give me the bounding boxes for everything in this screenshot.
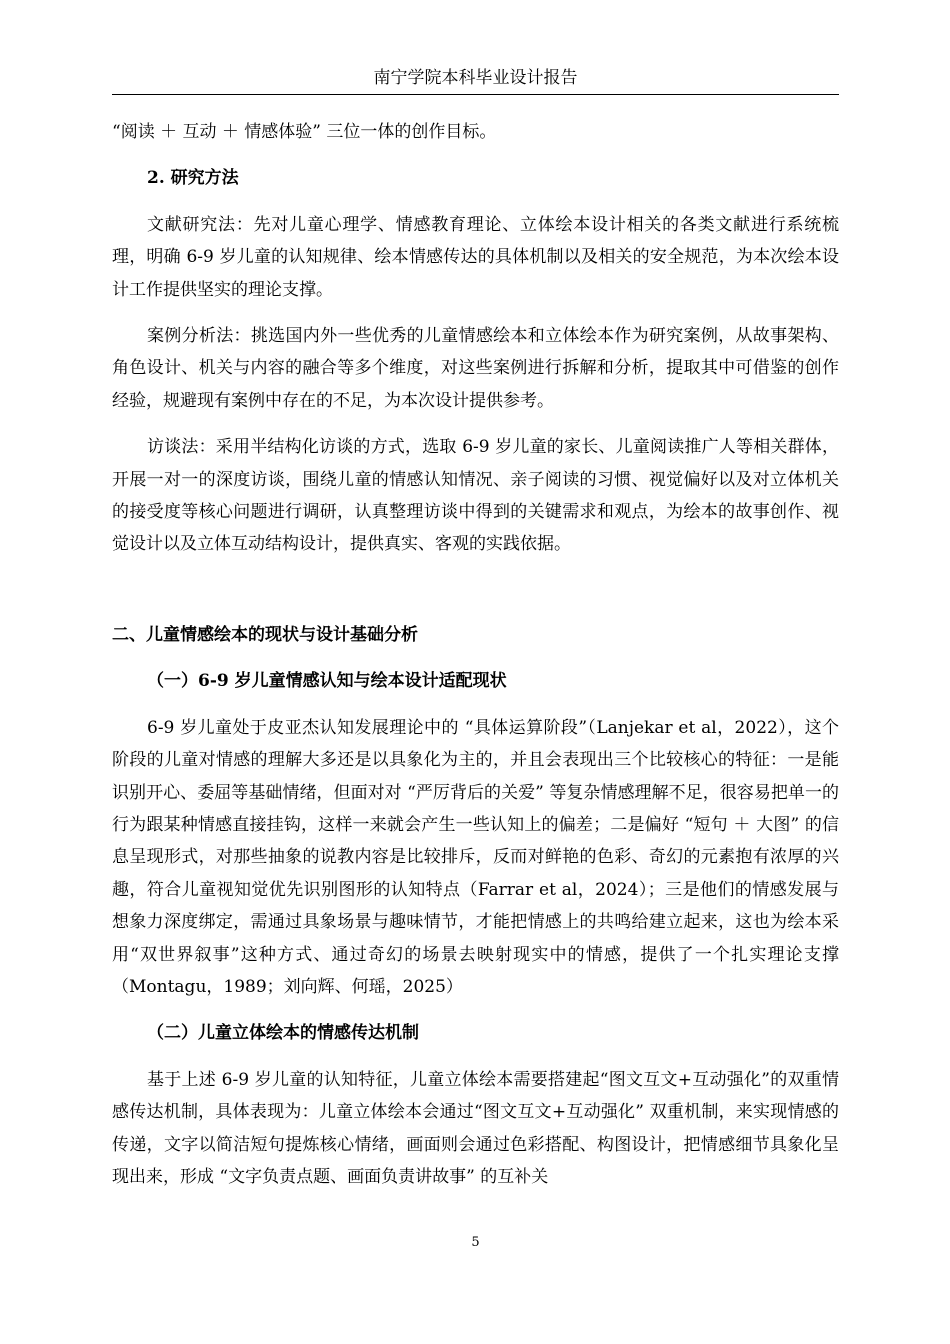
header-rule (112, 94, 839, 95)
paragraph-cognition-status: 6-9 岁儿童处于皮亚杰认知发展理论中的 “具体运算阶段”（Lanjekar et al，2022），这个阶段的儿童对情感的理解大多还是以具象化为主的，并且会表现出三个比较核心的特征：一是能识别开心、委屈等基础情绪，但面对对 “严厉背后的关爱” 等复杂情感理解不足，很容易把单一的行为跟某种情感直接挂钩，这样一来就会产生一些认知上的偏差；二是偏好 “短句 ＋ 大图” 的信息呈现形式，对那些抽象的说教内容是比较排斥，反而对鲜艳的色彩、奇幻的元素抱有浓厚的兴趣，符合儿童视知觉优先识别图形的认知特点（Farrar et al，2024）；三是他们的情感发展与想象力深度绑定，需通过具象场景与趣味情节，才能把情感上的共鸣给建立起来，这也为绘本采用“双世界叙事”这种方式、通过奇幻的场景去映射现实中的情感，提供了一个扎实理论支撑（Montagu，1989；刘向辉、何瑶，2025） (112, 717, 839, 997)
paragraph-literature-method: 文献研究法：先对儿童心理学、情感教育理论、立体绘本设计相关的各类文献进行系统梳理，明确 6-9 岁儿童的认知规律、绘本情感传达的具体机制以及相关的安全规范，为本次绘本设计工作提供坚实的理论支撑。 (112, 214, 839, 300)
page-number: 5 (471, 1235, 480, 1250)
paragraph-interview-method: 访谈法：采用半结构化访谈的方式，选取 6-9 岁儿童的家长、儿童阅读推广人等相关群体，开展一对一的深度访谈，围绕儿童的情感认知情况、亲子阅读的习惯、视觉偏好以及对立体机关的接受度等核心问题进行调研，认真整理访谈中得到的关键需求和观点，为绘本的故事创作、视觉设计以及立体互动结构设计，提供真实、客观的实践依据。 (112, 437, 839, 555)
paragraph-emotion-mechanism: 基于上述 6-9 岁儿童的认知特征，儿童立体绘本需要搭建起“图文互文+互动强化”的双重情感传达机制，具体表现为：儿童立体绘本会通过“图文互文+互动强化” 双重机制，来实现情感的传递，文字以简洁短句提炼核心情绪，画面则会通过色彩搭配、构图设计，把情感细节具象化呈现出来，形成 “文字负责点题、画面负责讲故事” 的互补关 (112, 1069, 839, 1187)
page-body (112, 116, 839, 1193)
section-heading-research-methods: 2. 研究方法 (147, 168, 239, 189)
paragraph-case-analysis-method: 案例分析法：挑选国内外一些优秀的儿童情感绘本和立体绘本作为研究案例，从故事架构、角色设计、机关与内容的融合等多个维度，对这些案例进行拆解和分析，提取其中可借鉴的创作经验，规避现有案例中存在的不足，为本次设计提供参考。 (112, 326, 839, 411)
subsection-heading-1: （一）6-9 岁儿童情感认知与绘本设计适配现状 (147, 671, 507, 692)
subsection-heading-2: （二）儿童立体绘本的情感传达机制 (147, 1023, 419, 1044)
paragraph-continuation: “阅读 ＋ 互动 ＋ 情感体验” 三位一体的创作目标。 (112, 122, 497, 142)
chapter-heading-2: 二、儿童情感绘本的现状与设计基础分析 (112, 624, 418, 645)
running-header: 南宁学院本科毕业设计报告 (373, 68, 578, 88)
